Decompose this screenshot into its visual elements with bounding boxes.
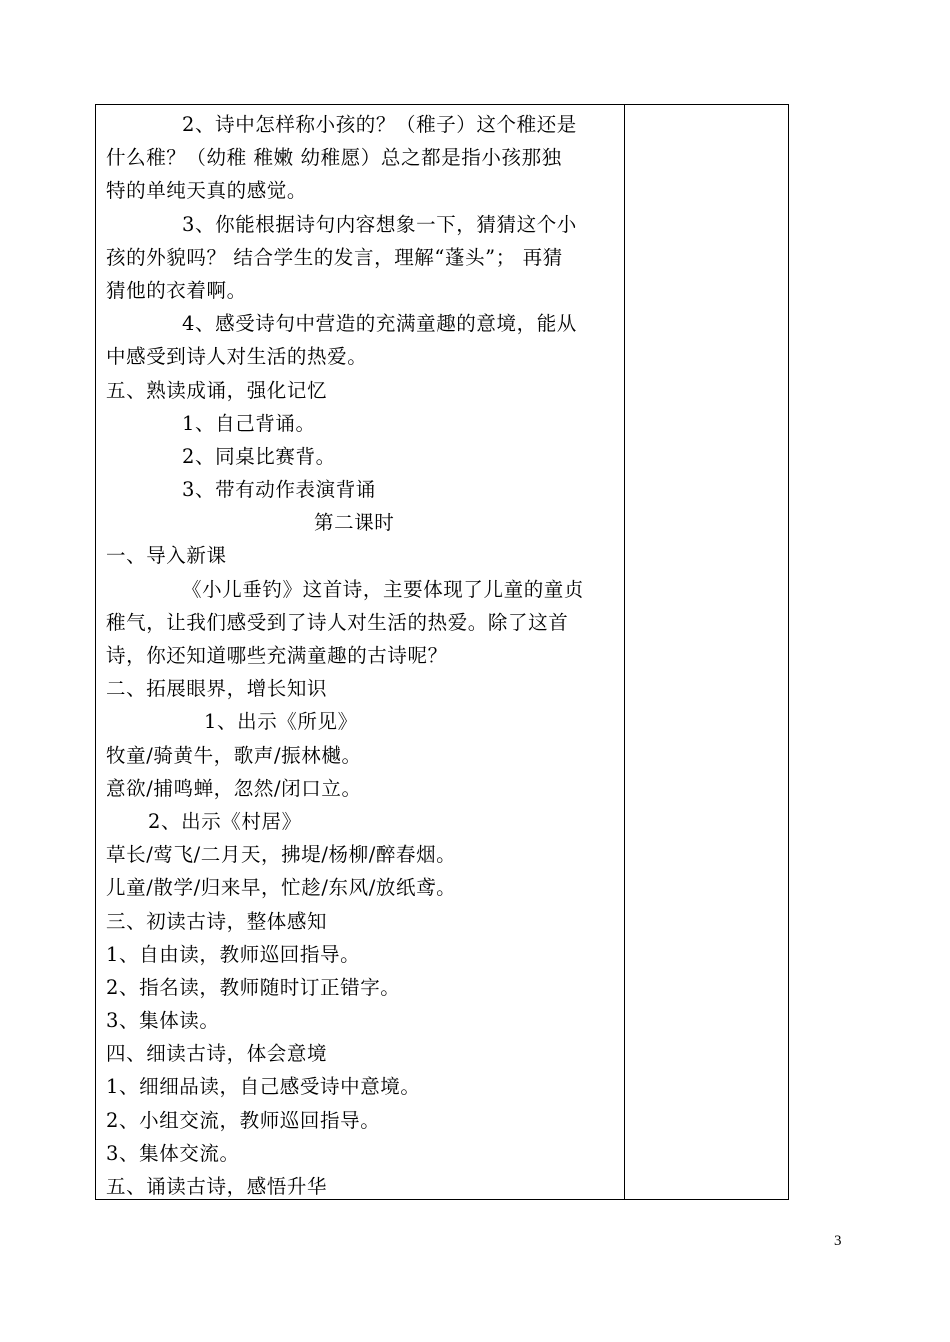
text-line: 2、出示《村居》 <box>148 809 302 833</box>
text-line: 三、初读古诗，整体感知 <box>106 909 328 933</box>
text-line: 儿童/散学/归来早，忙趁/东风/放纸鸢。 <box>106 876 457 900</box>
text-line: 1、细细品读，自己感受诗中意境。 <box>106 1075 421 1099</box>
text-line: 一、导入新课 <box>106 544 227 568</box>
text-line: 1、自己背诵。 <box>182 411 316 435</box>
text-line: 稚气，让我们感受到了诗人对生活的热爱。除了这首 <box>106 610 569 634</box>
text-line: 2、指名读，教师随时订正错字。 <box>106 975 401 999</box>
text-line: 诗，你还知道哪些充满童趣的古诗呢？ <box>106 644 448 667</box>
text-line: 五、诵读古诗，感悟升华 <box>106 1175 328 1198</box>
text-line: 什么稚？（幼稚 稚嫩 幼稚愿）总之都是指小孩那独 <box>106 146 562 170</box>
text-line: 2、同桌比赛背。 <box>182 444 336 468</box>
text-line: 中感受到诗人对生活的热爱。 <box>106 345 368 369</box>
text-line: 草长/莺飞/二月天，拂堤/杨柳/醉春烟。 <box>106 843 457 867</box>
text-line: 1、自由读，教师巡回指导。 <box>106 942 361 966</box>
text-line: 四、细读古诗，体会意境 <box>106 1042 328 1066</box>
text-line: 孩的外貌吗？ 结合学生的发言，理解“蓬头”； 再猜 <box>106 245 563 269</box>
column-divider <box>624 105 625 1199</box>
text-line: 2、小组交流，教师巡回指导。 <box>106 1108 381 1132</box>
page-number: 3 <box>834 1233 842 1249</box>
text-line: 五、熟读成诵，强化记忆 <box>106 378 328 402</box>
text-line: 3、集体交流。 <box>106 1141 240 1165</box>
text-line: 意欲/捕鸣蝉，忽然/闭口立。 <box>106 776 362 800</box>
text-line: 1、出示《所见》 <box>204 710 358 734</box>
text-line: 3、集体读。 <box>106 1009 220 1033</box>
text-line: 牧童/骑黄牛，歌声/振林樾。 <box>106 743 362 767</box>
text-line: 第二课时 <box>314 511 395 535</box>
text-line: 3、带有动作表演背诵 <box>182 478 376 502</box>
text-line: 3、你能根据诗句内容想象一下，猜猜这个小 <box>182 212 577 236</box>
text-line: 4、感受诗句中营造的充满童趣的意境，能从 <box>182 312 577 336</box>
text-line: 二、拓展眼界，增长知识 <box>106 677 328 701</box>
text-line: 特的单纯天真的感觉。 <box>106 179 308 203</box>
text-line: 《小儿垂钓》这首诗，主要体现了儿童的童贞 <box>182 577 585 601</box>
text-line: 猜他的衣着啊。 <box>106 278 247 302</box>
lesson-table <box>95 104 789 1200</box>
text-line: 2、诗中怎样称小孩的？（稚子）这个稚还是 <box>182 113 577 136</box>
lesson-content-cell <box>106 105 618 1203</box>
